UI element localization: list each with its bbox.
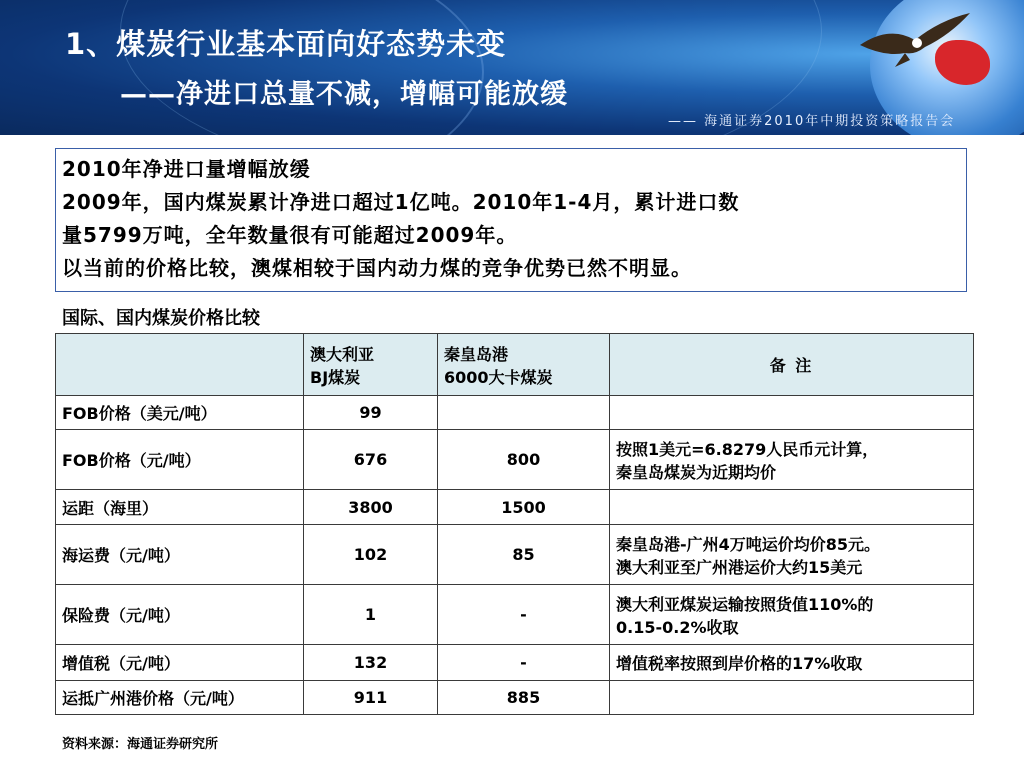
cell-remark bbox=[610, 525, 974, 585]
remark-line: 澳大利亚煤炭运输按照货值110%的 bbox=[616, 594, 874, 614]
row-label: FOB价格（元/吨） bbox=[56, 430, 304, 490]
table-row bbox=[56, 585, 974, 645]
cell-qinhuangdao: 1500 bbox=[438, 490, 610, 525]
cell-qinhuangdao: - bbox=[438, 645, 610, 681]
table-row bbox=[56, 396, 974, 430]
remark-line: 0.15-0.2%收取 bbox=[616, 617, 739, 637]
cell-australia: 132 bbox=[304, 645, 438, 681]
cell-remark bbox=[610, 585, 974, 645]
remark-line: 按照1美元=6.8279人民币元计算， bbox=[616, 439, 879, 459]
remark-line: 秦皇岛港-广州4万吨运价均价85元。 bbox=[616, 534, 881, 554]
summary-line: 2010年净进口量增幅放缓 bbox=[62, 157, 311, 181]
price-comparison-table bbox=[55, 333, 974, 715]
cell-australia: 1 bbox=[304, 585, 438, 645]
cell-australia: 99 bbox=[304, 396, 438, 430]
cell-remark bbox=[610, 430, 974, 490]
cell-australia: 911 bbox=[304, 681, 438, 715]
header-australia-line2: BJ煤炭 bbox=[310, 367, 361, 387]
header-banner bbox=[0, 0, 1024, 135]
cell-australia: 102 bbox=[304, 525, 438, 585]
cell-remark bbox=[610, 645, 974, 681]
header-australia-line1: 澳大利亚 bbox=[310, 344, 375, 364]
summary-line: 以当前的价格比较，澳煤相较于国内动力煤的竞争优势已然不明显。 bbox=[62, 256, 692, 280]
remark-line: 增值税率按照到岸价格的17%收取 bbox=[616, 654, 863, 673]
row-label: FOB价格（美元/吨） bbox=[56, 396, 304, 430]
header-cell-australia bbox=[304, 334, 438, 396]
cell-remark bbox=[610, 490, 974, 525]
table-row bbox=[56, 681, 974, 715]
header-cell-remarks: 备 注 bbox=[610, 334, 974, 396]
table-row bbox=[56, 525, 974, 585]
summary-line: 2009年，国内煤炭累计净进口超过1亿吨。2010年1-4月，累计进口数 bbox=[62, 190, 740, 214]
cell-remark bbox=[610, 396, 974, 430]
remark-line: 澳大利亚至广州港运价大约15美元 bbox=[616, 557, 863, 577]
page-subtitle: ——净进口总量不减，增幅可能放缓 bbox=[120, 79, 568, 110]
cell-qinhuangdao: 800 bbox=[438, 430, 610, 490]
table-header-row bbox=[56, 334, 974, 396]
remark-line: 秦皇岛煤炭为近期均价 bbox=[616, 462, 777, 482]
table-row bbox=[56, 490, 974, 525]
source-note: 资料来源：海通证券研究所 bbox=[62, 737, 219, 752]
cell-qinhuangdao bbox=[438, 396, 610, 430]
summary-line: 量5799万吨，全年数量很有可能超过2009年。 bbox=[62, 223, 518, 247]
cell-australia: 3800 bbox=[304, 490, 438, 525]
row-label: 保险费（元/吨） bbox=[56, 585, 304, 645]
row-label: 海运费（元/吨） bbox=[56, 525, 304, 585]
table-row bbox=[56, 430, 974, 490]
header-qinhuangdao-line1: 秦皇岛港 bbox=[444, 344, 509, 364]
page-title: 1、煤炭行业基本面向好态势未变 bbox=[65, 27, 507, 61]
row-label: 运距（海里） bbox=[56, 490, 304, 525]
row-label: 运抵广州港价格（元/吨） bbox=[56, 681, 304, 715]
cell-remark bbox=[610, 681, 974, 715]
conference-label: —— 海通证券2010年中期投资策略报告会 bbox=[668, 114, 956, 129]
cell-qinhuangdao: 885 bbox=[438, 681, 610, 715]
table-caption: 国际、国内煤炭价格比较 bbox=[62, 308, 260, 329]
table-row bbox=[56, 645, 974, 681]
row-label: 增值税（元/吨） bbox=[56, 645, 304, 681]
header-qinhuangdao-line2: 6000大卡煤炭 bbox=[444, 367, 553, 387]
eagle-icon bbox=[855, 5, 975, 85]
summary-box bbox=[55, 148, 967, 292]
cell-qinhuangdao: 85 bbox=[438, 525, 610, 585]
header-cell-empty bbox=[56, 334, 304, 396]
cell-qinhuangdao: - bbox=[438, 585, 610, 645]
header-cell-qinhuangdao bbox=[438, 334, 610, 396]
cell-australia: 676 bbox=[304, 430, 438, 490]
